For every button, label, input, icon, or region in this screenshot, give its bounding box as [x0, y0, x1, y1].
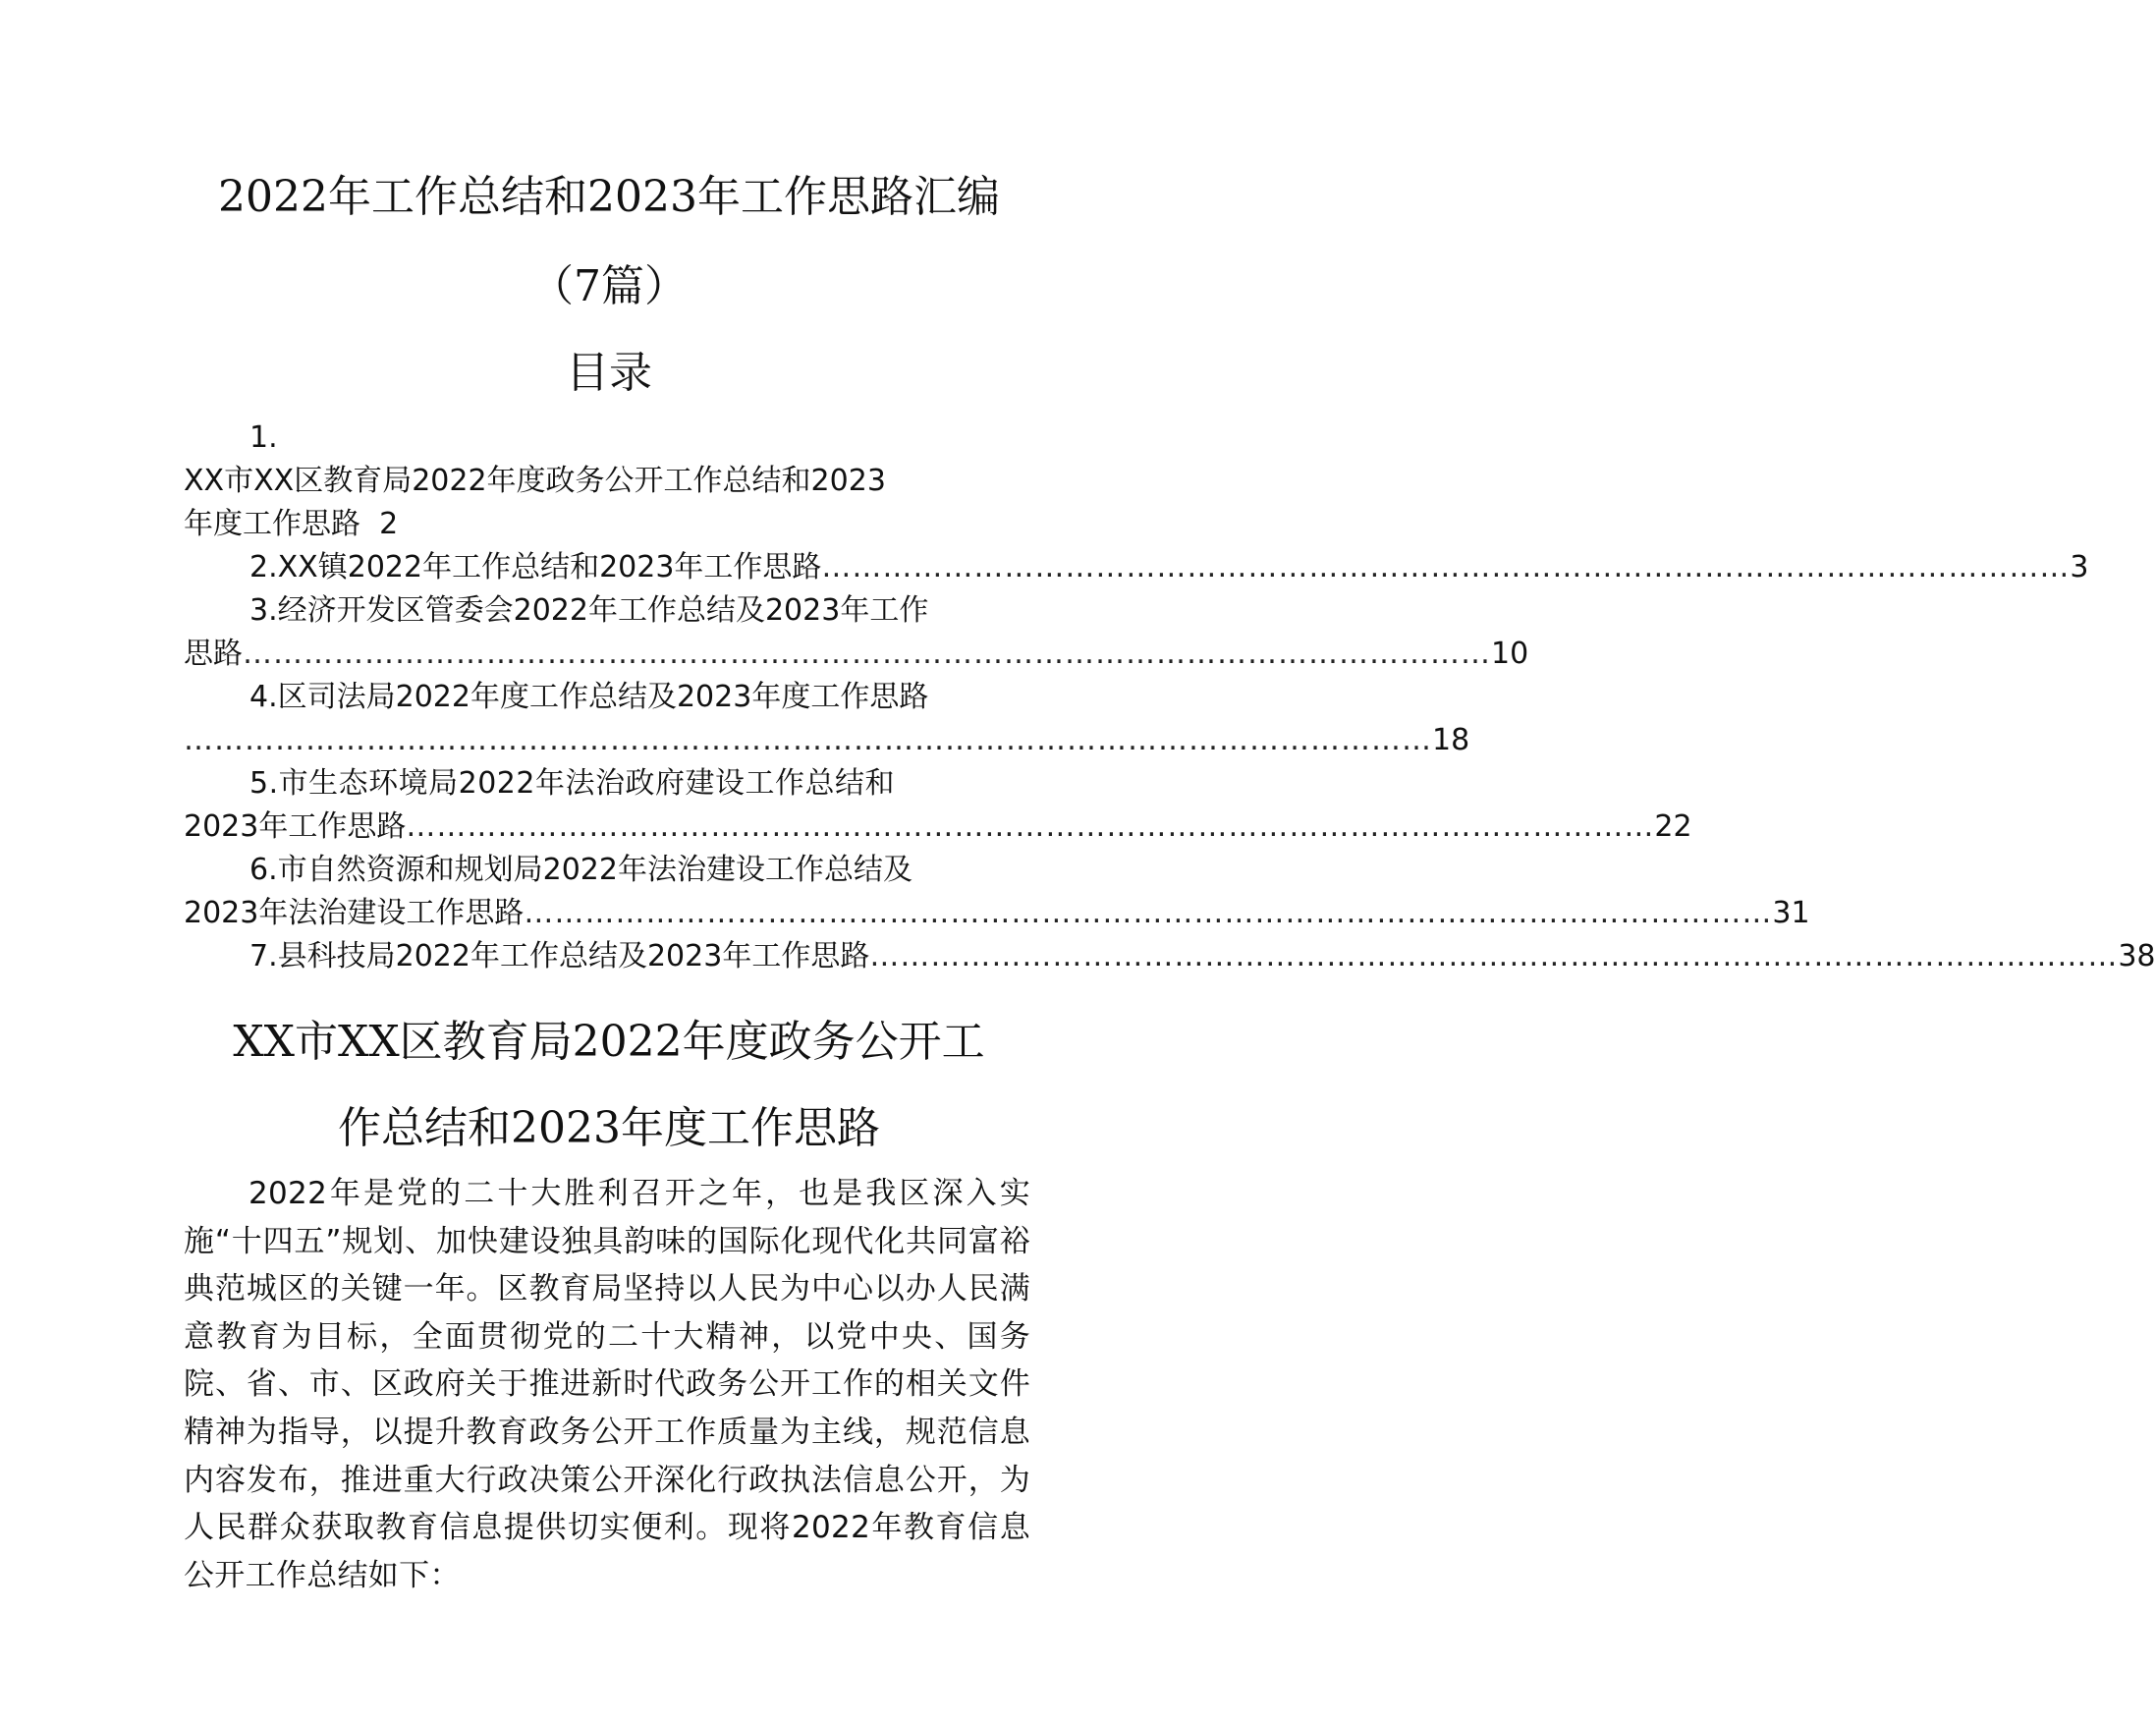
toc-item-1-page: 2	[379, 507, 399, 541]
toc-item-3-line2[interactable]	[184, 633, 1529, 676]
document-title-line1: 2022年工作总结和2023年工作思路汇编	[218, 172, 1000, 222]
toc-item-6-page: 31	[1772, 896, 1810, 930]
section-title-line1: XX市XX区教育局2022年度政务公开工	[233, 1017, 985, 1067]
toc-leader-dots: ……………………………………………………………………………………………………………	[406, 809, 1655, 844]
section-paragraph: 2022年是党的二十大胜利召开之年，也是我区深入实施“十四五”规划、加快建设独具韵味的国际化现代化共同富裕典范城区的关键一年。区教育局坚持以人民为中心以办人民满意教育为目标，全面贯彻党的二十大精神，以党中央、国务院、省、市、区政府关于推进新时代政务公开工作的相关文件精神为指导，以提升教育政务公开工作质量为主线，规范信息内容发布，推进重大行政决策公开深化行政执法信息公开，为人民群众获取教育信息提供切实便利。现将2022年教育信息公开工作总结如下：	[184, 1176, 1030, 1593]
toc-item-5-page: 22	[1654, 809, 1692, 844]
toc-item-4-line1[interactable]	[184, 676, 1030, 719]
toc-item-5-title-cont: 2023年工作思路	[184, 809, 407, 844]
toc-item-6-line2[interactable]	[184, 892, 1810, 935]
toc-item-3-title-cont: 思路	[184, 637, 243, 671]
toc-item-7[interactable]	[184, 935, 2156, 978]
toc-item-1-line2[interactable]	[184, 503, 1030, 546]
toc-item-4-page: 18	[1432, 723, 1470, 757]
toc-item-5-title: 5.市生态环境局2022年法治政府建设工作总结和	[249, 766, 895, 801]
toc-item-6-title-cont: 2023年法治建设工作思路	[184, 896, 525, 930]
toc-item-2-page: 3	[2070, 550, 2089, 584]
toc-item-1-line1[interactable]	[184, 460, 1030, 503]
toc-leader-dots: ……………………………………………………………………………………………………………	[821, 550, 2071, 584]
toc-item-2-title: 2.XX镇2022年工作总结和2023年工作思路	[249, 550, 822, 584]
toc-item-1-title: XX市XX区教育局2022年度政务公开工作总结和2023	[184, 464, 886, 498]
toc-leader-dots: ……………………………………………………………………………………………………………	[184, 723, 1432, 757]
toc-leader-dots: ……………………………………………………………………………………………………………	[869, 939, 2119, 973]
toc-item-7-title: 7.县科技局2022年工作总结及2023年工作思路	[249, 939, 870, 973]
toc-item-3-page: 10	[1491, 637, 1529, 671]
toc-item-4-line2[interactable]	[184, 719, 1470, 762]
toc-item-5-line1[interactable]	[184, 762, 1030, 806]
toc-item-1-title-cont: 年度工作思路	[184, 507, 360, 541]
toc-item-6-line1[interactable]	[184, 849, 1030, 892]
toc-item-1-number[interactable]: 1.	[249, 420, 278, 455]
toc-leader-dots: ……………………………………………………………………………………………………………	[243, 637, 1491, 671]
toc-heading: 目录	[566, 348, 652, 398]
toc-item-2[interactable]	[184, 546, 2089, 589]
toc-item-7-page: 38	[2118, 939, 2156, 973]
toc-item-5-line2[interactable]	[184, 806, 1692, 849]
toc-item-3-line1[interactable]	[184, 589, 1030, 633]
toc-item-4-title: 4.区司法局2022年度工作总结及2023年度工作思路	[249, 680, 929, 714]
toc-item-3-title: 3.经济开发区管委会2022年工作总结及2023年工作	[249, 593, 929, 628]
document-title-line2: （7篇）	[530, 261, 688, 311]
toc-leader-dots: ……………………………………………………………………………………………………………	[524, 896, 1773, 930]
toc-item-6-title: 6.市自然资源和规划局2022年法治建设工作总结及	[249, 853, 912, 887]
section-title-line2: 作总结和2023年度工作思路	[338, 1103, 880, 1153]
